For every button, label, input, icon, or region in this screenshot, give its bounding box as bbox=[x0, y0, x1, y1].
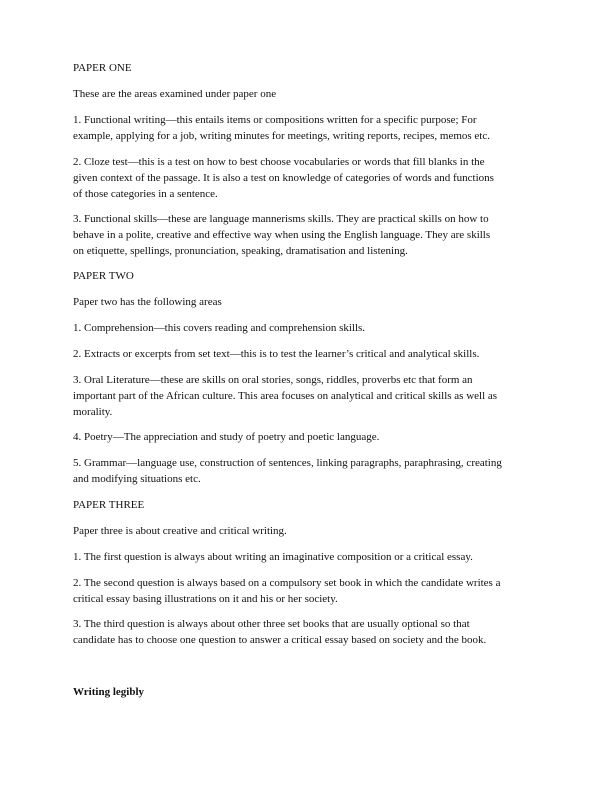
line: candidate has to choose one question to answer a critical essay based on society and the book. bbox=[73, 633, 487, 646]
paper-two-heading: PAPER TWO bbox=[73, 270, 134, 282]
paper-three-intro: Paper three is about creative and critical writing. bbox=[73, 525, 287, 537]
line: on etiquette, spellings, pronunciation, speaking, dramatisation and listening. bbox=[73, 244, 408, 257]
line: 1. The first question is always about writing an imaginative composition or a critical essay. bbox=[73, 551, 473, 563]
line: 2. Cloze test—this is a test on how to best choose vocabularies or words that fill blanks in the bbox=[73, 156, 485, 168]
paper-three-item-2 bbox=[73, 576, 500, 608]
line: 4. Poetry—The appreciation and study of poetry and poetic language. bbox=[73, 431, 380, 443]
line: 5. Grammar—language use, construction of sentences, linking paragraphs, paraphrasing, creating bbox=[73, 457, 502, 469]
line: 1. Functional writing—this entails items or compositions written for a specific purpose; For bbox=[73, 114, 477, 126]
paper-one-heading: PAPER ONE bbox=[73, 62, 132, 74]
paper-three-item-1 bbox=[73, 550, 473, 566]
line: 1. Comprehension—this covers reading and comprehension skills. bbox=[73, 322, 366, 334]
paper-two-item-1 bbox=[73, 321, 365, 337]
line: 3. Functional skills—these are language mannerisms skills. They are practical skills on how to bbox=[73, 213, 489, 225]
line: 3. The third question is always about other three set books that are usually optional so that bbox=[73, 618, 470, 630]
paper-three-heading: PAPER THREE bbox=[73, 499, 145, 511]
line: critical essay basing illustrations on it and his or her society. bbox=[73, 592, 338, 605]
paper-two-item-3 bbox=[73, 373, 497, 420]
paper-one-intro: These are the areas examined under paper one bbox=[73, 88, 277, 100]
line: and modifying situations etc. bbox=[73, 472, 201, 485]
line: of those categories in a sentence. bbox=[73, 187, 218, 200]
paper-one-item-3 bbox=[73, 212, 490, 259]
paper-two-item-4 bbox=[73, 430, 379, 446]
paper-three-item-3 bbox=[73, 617, 486, 649]
line: 2. The second question is always based on a compulsory set book in which the candidate writes a bbox=[73, 577, 501, 589]
line: 3. Oral Literature—these are skills on oral stories, songs, riddles, proverbs etc that form an bbox=[73, 374, 473, 386]
line: given context of the passage. It is also a test on knowledge of categories of words and functions bbox=[73, 171, 494, 184]
paper-two-intro: Paper two has the following areas bbox=[73, 296, 222, 308]
line: important part of the African culture. This area focuses on analytical and critical skills as well as bbox=[73, 389, 498, 402]
line: example, applying for a job, writing minutes for meetings, writing reports, recipes, memos etc. bbox=[73, 129, 490, 142]
line: morality. bbox=[73, 405, 113, 418]
paper-one-item-2 bbox=[73, 155, 494, 202]
line: behave in a polite, creative and effective way when using the English language. They are skills bbox=[73, 228, 491, 241]
paper-two-item-5 bbox=[73, 456, 502, 488]
paper-one-item-1 bbox=[73, 113, 490, 145]
paper-two-item-2 bbox=[73, 347, 479, 363]
writing-legibly-heading: Writing legibly bbox=[73, 686, 144, 698]
line: 2. Extracts or excerpts from set text—this is to test the learner’s critical and analytical skills. bbox=[73, 348, 480, 360]
